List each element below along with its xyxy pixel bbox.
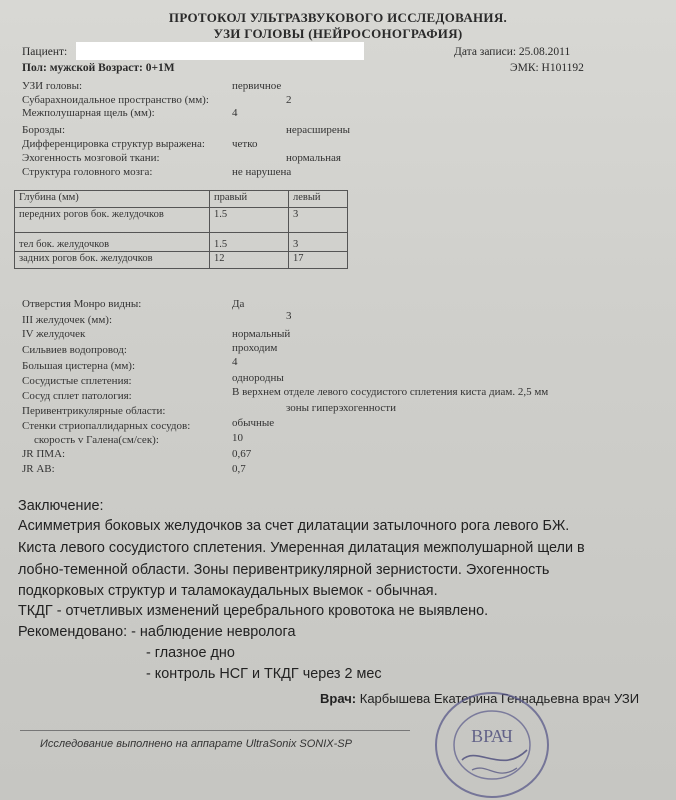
patient-name-redacted bbox=[76, 42, 364, 60]
table-header-row bbox=[15, 191, 348, 208]
finding-label: Структура головного мозга: bbox=[22, 166, 153, 178]
stamp-label: ВРАЧ bbox=[471, 726, 513, 746]
recommendation-line: - глазное дно bbox=[146, 645, 235, 661]
record-date: Дата записи: 25.08.2011 bbox=[454, 46, 571, 58]
finding-label: IV желудочек bbox=[22, 328, 86, 340]
finding-value: четко bbox=[232, 138, 258, 150]
table-cell: 1.5 bbox=[210, 208, 289, 233]
conclusion-line: подкорковых структур и таламокаудальных выемок - обычная. bbox=[18, 583, 438, 599]
finding-value: 3 bbox=[286, 310, 292, 322]
finding-label: Отверстия Монро видны: bbox=[22, 298, 142, 310]
finding-label: III желудочек (мм): bbox=[22, 314, 112, 326]
finding-label: УЗИ головы: bbox=[22, 80, 83, 92]
finding-label: Межполушарная щель (мм): bbox=[22, 107, 155, 119]
table-cell: 3 bbox=[289, 233, 348, 252]
finding-value: 2 bbox=[286, 94, 292, 106]
recommendation-line: Рекомендовано: - наблюдение невролога bbox=[18, 624, 296, 640]
table-cell: 3 bbox=[289, 208, 348, 233]
sex-age: Пол: мужской Возраст: 0+1М bbox=[22, 62, 175, 74]
finding-label: Сосудистые сплетения: bbox=[22, 375, 132, 387]
finding-label: Сосуд сплет патология: bbox=[22, 390, 132, 402]
finding-value: нормальный bbox=[232, 328, 291, 340]
finding-value: нормальная bbox=[286, 152, 341, 164]
conclusion-line: ТКДГ - отчетливых изменений церебрального кровотока не выявлено. bbox=[18, 603, 489, 619]
conclusion-line: Асимметрия боковых желудочков за счет дилатации затылочного рога левого БЖ. bbox=[18, 518, 570, 534]
doctor-stamp bbox=[432, 690, 552, 800]
table-row bbox=[15, 252, 348, 269]
finding-label: Большая цистерна (мм): bbox=[22, 360, 136, 372]
ventricle-depth-table bbox=[14, 190, 348, 269]
finding-label: Эхогенность мозговой ткани: bbox=[22, 152, 160, 164]
table-cell: тел бок. желудочков bbox=[15, 233, 210, 252]
finding-value: зоны гиперэхогенности bbox=[286, 402, 396, 414]
table-header: правый bbox=[210, 191, 289, 208]
emk-number: ЭМК: H101192 bbox=[510, 62, 584, 74]
finding-label: Дифференцировка структур выражена: bbox=[22, 138, 205, 150]
device-footer: Исследование выполнено на аппарате UltraSonix SONIX-SP bbox=[40, 738, 352, 750]
doctor-name: Карбышева Екатерина Геннадьевна врач УЗИ bbox=[359, 691, 640, 706]
table-cell: 17 bbox=[289, 252, 348, 269]
protocol-title: ПРОТОКОЛ УЛЬТРАЗВУКОВОГО ИССЛЕДОВАНИЯ. bbox=[168, 10, 508, 25]
finding-label: Субарахноидальное пространство (мм): bbox=[22, 94, 209, 106]
conclusion-line: Киста левого сосудистого сплетения. Умеренная дилатация межполушарной щели в bbox=[18, 540, 585, 556]
conclusion-line: лобно-теменной области. Зоны перивентрикулярной зернистости. Эхогенность bbox=[18, 562, 550, 578]
table-row bbox=[15, 233, 348, 252]
finding-value: Да bbox=[232, 298, 245, 310]
finding-value: обычные bbox=[232, 417, 275, 429]
finding-label: JR ПМА: bbox=[22, 448, 66, 460]
table-cell: задних рогов бок. желудочков bbox=[15, 252, 210, 269]
finding-value: 4 bbox=[232, 356, 238, 368]
table-row bbox=[15, 208, 348, 233]
finding-value: 4 bbox=[232, 107, 238, 119]
finding-value: 0,7 bbox=[232, 463, 246, 475]
finding-value: 0,67 bbox=[232, 448, 252, 460]
finding-value: проходим bbox=[232, 342, 278, 354]
table-header: левый bbox=[289, 191, 348, 208]
finding-label: JR АВ: bbox=[22, 463, 55, 475]
finding-value: однородны bbox=[232, 372, 284, 384]
table-cell: передних рогов бок. желудочков bbox=[15, 208, 210, 233]
finding-label: Перивентрикулярные области: bbox=[22, 405, 166, 417]
footer-divider bbox=[20, 730, 410, 731]
table-header: Глубина (мм) bbox=[15, 191, 210, 208]
protocol-subtitle: УЗИ ГОЛОВЫ (НЕЙРОСОНОГРАФИЯ) bbox=[213, 26, 463, 41]
finding-value: первичное bbox=[232, 80, 282, 92]
doctor-label: Врач: bbox=[320, 691, 357, 706]
conclusion-heading: Заключение: bbox=[18, 498, 104, 514]
finding-value: нерасширены bbox=[286, 124, 351, 136]
finding-label: скорость v Галена(см/сек): bbox=[34, 434, 159, 446]
finding-value: не нарушена bbox=[232, 166, 292, 178]
finding-value: В верхнем отделе левого сосудистого сплетения киста диам. 2,5 мм bbox=[232, 386, 549, 398]
table-cell: 12 bbox=[210, 252, 289, 269]
table-cell: 1.5 bbox=[210, 233, 289, 252]
recommendation-line: - контроль НСГ и ТКДГ через 2 мес bbox=[146, 666, 382, 682]
patient-label: Пациент: bbox=[22, 46, 68, 58]
finding-label: Борозды: bbox=[22, 124, 66, 136]
finding-label: Сильвиев водопровод: bbox=[22, 344, 127, 356]
finding-label: Стенки стриопаллидарных сосудов: bbox=[22, 420, 191, 432]
finding-value: 10 bbox=[232, 432, 243, 444]
